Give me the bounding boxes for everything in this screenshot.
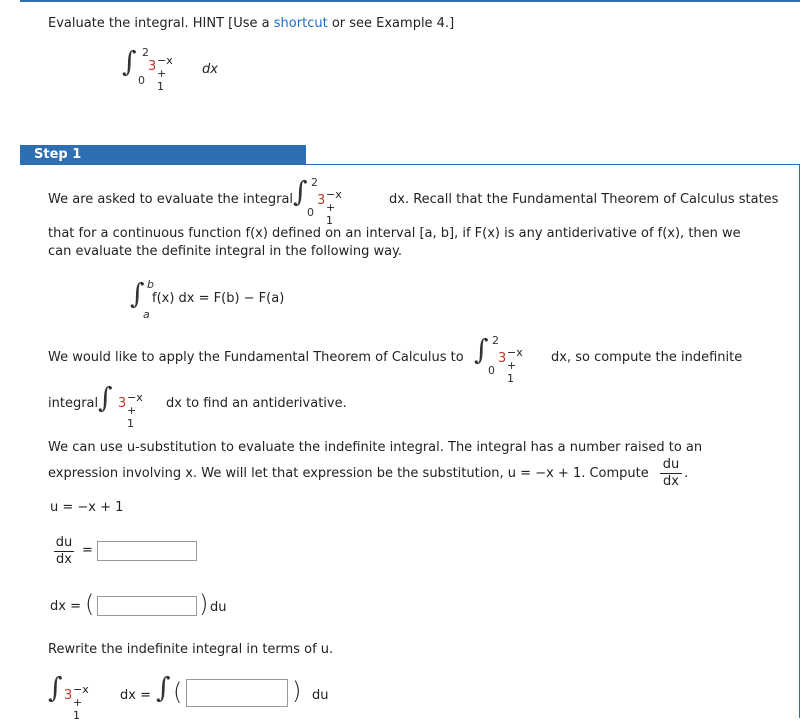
- integrand-base: 3: [148, 59, 157, 74]
- step-divider: [20, 164, 800, 165]
- para1-text-d: can evaluate the definite integral in the following way.: [48, 244, 403, 259]
- dx-equals-label: dx =: [50, 599, 81, 614]
- right-paren: ): [292, 677, 302, 705]
- rewrite-instruction: Rewrite the indefinite integral in terms of u.: [48, 642, 334, 657]
- integral-sign: ∫: [122, 45, 137, 78]
- integral-sign: ∫: [474, 333, 489, 366]
- integral-sign: ∫: [98, 381, 113, 414]
- para1-text-b: dx. Recall that the Fundamental Theorem of Calculus states: [389, 192, 779, 207]
- equals-sign: =: [82, 543, 93, 558]
- para2-text-c: integral: [48, 396, 99, 411]
- para2-text-a: We would like to apply the Fundamental Theorem of Calculus to: [48, 350, 464, 365]
- period: .: [684, 466, 689, 481]
- lower-limit: 0: [138, 74, 145, 87]
- para2-text-d: dx to find an antiderivative.: [166, 396, 347, 411]
- integral-sign: ∫: [130, 277, 145, 310]
- dx-answer-input[interactable]: [97, 596, 197, 616]
- para1-text-c: that for a continuous function f(x) defined on an interval [a, b], if F(x) is any antiderivative of f(x), then we: [48, 226, 741, 241]
- right-paren: ): [199, 590, 209, 618]
- shortcut-link[interactable]: shortcut: [273, 16, 328, 31]
- du-dx-label: du dx: [55, 535, 73, 568]
- top-divider: [20, 0, 800, 2]
- du-label: du: [210, 600, 227, 615]
- du-dx-answer-input[interactable]: [97, 541, 197, 561]
- du-final-label: du: [312, 688, 329, 703]
- question-prompt: Evaluate the integral. HINT [Use a shortcut or see Example 4.]: [48, 16, 455, 31]
- integral-sign: ∫: [293, 175, 308, 208]
- upper-limit: 2: [142, 46, 149, 59]
- para2-text-b: dx, so compute the indefinite: [551, 350, 743, 365]
- para3-text-b: expression involving x. We will let that expression be the substitution, u = −x + 1. Compute: [48, 466, 649, 481]
- left-paren: (: [173, 678, 183, 706]
- integrand-dx: dx: [202, 62, 218, 77]
- para3-text-a: We can use u-substitution to evaluate the indefinite integral. The integral has a number raised to an: [48, 440, 703, 455]
- du-dx-fraction: du dx: [660, 458, 682, 490]
- para1-text-a: We are asked to evaluate the integral: [48, 192, 294, 207]
- integral-sign: ∫: [48, 671, 63, 704]
- left-paren: (: [85, 590, 95, 618]
- integrand-u-input[interactable]: [186, 679, 288, 707]
- integrand-exponent: −x + 1: [157, 54, 173, 93]
- integral-sign-u: ∫: [156, 671, 171, 704]
- step-right-border: [799, 164, 800, 718]
- step-header: Step 1: [20, 145, 306, 165]
- u-definition: u = −x + 1: [50, 500, 124, 515]
